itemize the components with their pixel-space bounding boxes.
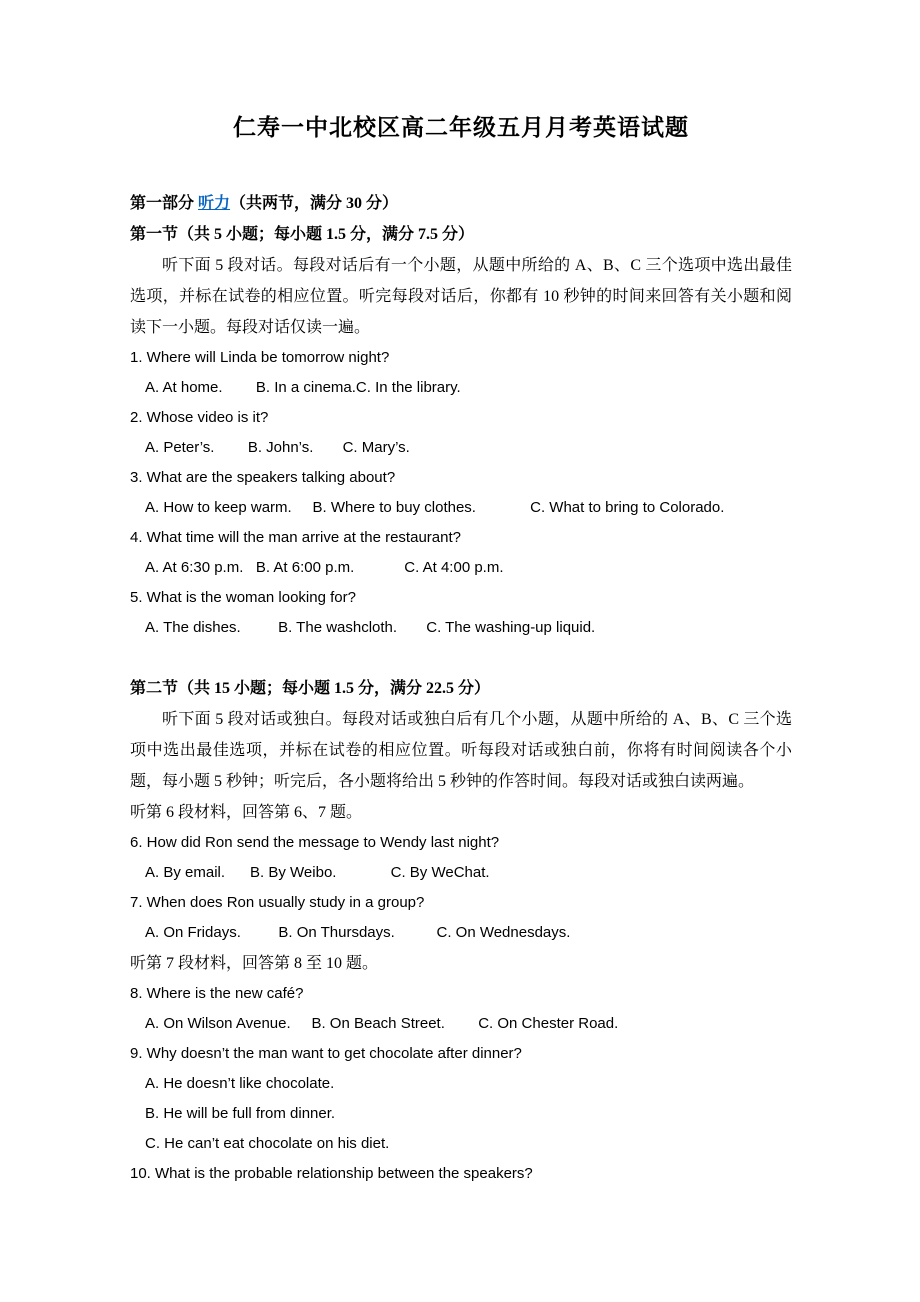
option-line: A. By email. B. By Weibo. C. By WeChat. xyxy=(145,864,490,881)
option-line: C. He can’t eat chocolate on his diet. xyxy=(145,1135,390,1152)
question-text: 8. Where is the new café? xyxy=(130,985,304,1002)
instructions-paragraph: 听下面 5 段对话。每段对话后有一个小题，从题中所给的 A、B、C 三个选项中选出最佳选项，并标在试卷的相应位置。听完每段对话后，你都有 10 秒钟的时间来回答有关小题和阅读下一小题。每段对话仅读一遍。 xyxy=(130,257,792,336)
option-line: A. He doesn’t like chocolate. xyxy=(145,1075,335,1092)
question-text: 9. Why doesn’t the man want to get chocolate after dinner? xyxy=(130,1045,522,1062)
option-line: B. He will be full from dinner. xyxy=(145,1105,336,1122)
blank-line xyxy=(130,643,792,673)
section-heading: 第二节（共 15 小题；每小题 1.5 分，满分 22.5 分） xyxy=(130,680,491,697)
exam-title: 仁寿一中北校区高二年级五月月考英语试题 xyxy=(233,115,689,140)
material-prompt: 听第 7 段材料，回答第 8 至 10 题。 xyxy=(130,955,379,972)
heading-run: （共两节，满分 30 分） xyxy=(230,195,399,212)
material-prompt: 听第 6 段材料，回答第 6、7 题。 xyxy=(130,804,363,821)
question-text: 7. When does Ron usually study in a group? xyxy=(130,894,425,911)
option-line: A. The dishes. B. The washcloth. C. The washing-up liquid. xyxy=(145,619,596,636)
listening-hyperlink[interactable]: 听力 xyxy=(198,195,231,212)
question-text: 6. How did Ron send the message to Wendy last night? xyxy=(130,834,500,851)
option-line: A. Peter’s. B. John’s. C. Mary’s. xyxy=(145,439,410,456)
section-heading: 第一节（共 5 小题；每小题 1.5 分，满分 7.5 分） xyxy=(130,226,475,243)
section-heading xyxy=(130,188,792,219)
question-text: 3. What are the speakers talking about? xyxy=(130,469,396,486)
question-text: 2. Whose video is it? xyxy=(130,409,269,426)
option-line: A. How to keep warm. B. Where to buy clothes. C. What to bring to Colorado. xyxy=(145,499,725,516)
heading-run: 第一部分 xyxy=(130,195,199,212)
option-line: A. On Fridays. B. On Thursdays. C. On Wednesdays. xyxy=(145,924,571,941)
option-line: A. At 6:30 p.m. B. At 6:00 p.m. C. At 4:00 p.m. xyxy=(145,559,504,576)
document-body xyxy=(130,188,792,1189)
question-text: 4. What time will the man arrive at the restaurant? xyxy=(130,529,461,546)
question-text: 5. What is the woman looking for? xyxy=(130,589,356,606)
option-line: A. At home. B. In a cinema.C. In the library. xyxy=(145,379,461,396)
option-line: A. On Wilson Avenue. B. On Beach Street. C. On Chester Road. xyxy=(145,1015,619,1032)
question-text: 10. What is the probable relationship between the speakers? xyxy=(130,1165,533,1182)
instructions-paragraph: 听下面 5 段对话或独白。每段对话或独白后有几个小题，从题中所给的 A、B、C 三个选项中选出最佳选项，并标在试卷的相应位置。听每段对话或独白前，你将有时间阅读各个小题，每小题 5 秒钟；听完后，各小题将给出 5 秒钟的作答时间。每段对话或独白读两遍。 xyxy=(130,711,792,790)
question-text: 1. Where will Linda be tomorrow night? xyxy=(130,349,390,366)
